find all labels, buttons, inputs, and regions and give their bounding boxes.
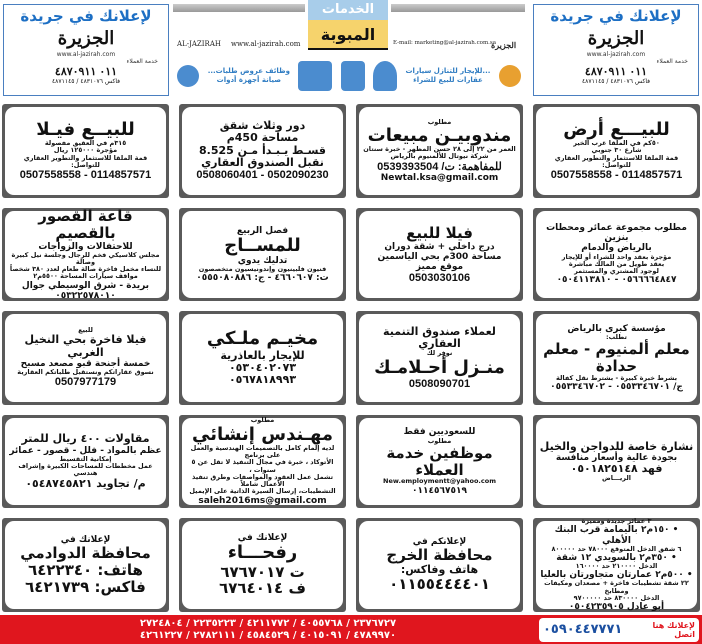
header — [0, 0, 702, 100]
ad-content — [536, 517, 697, 613]
ad-text-line: شركة نيوتال للألمنيوم بالرياض — [390, 152, 489, 161]
ad-text-line: بالرياض والدمام — [581, 243, 652, 254]
ad-content — [536, 314, 697, 402]
ad-text-line: لوجود المشتري والمستثمر — [574, 267, 659, 276]
ad-text-line: للمســاج — [224, 234, 301, 256]
service-label-line: عقارات للبيع للشراء — [413, 76, 483, 84]
ad-text-line: ٠٥٣٠٤٠٢٠٧٣ — [228, 360, 297, 374]
classified-ad[interactable] — [179, 311, 346, 405]
ad-text-line: شارع ٣٠ جنوبي — [591, 146, 642, 155]
ad-content — [536, 418, 697, 506]
promo-box-left[interactable] — [3, 4, 169, 96]
ad-text-line: تطلب: — [606, 332, 627, 341]
ad-text-line: نشارة خاصة للدواجن والخيل — [539, 439, 694, 453]
ad-text-line: عمل مخططات للمساحات الكبيرة وإشراف هندسي — [18, 462, 153, 478]
ad-text-line: 0114857571 - 0507558558 — [550, 169, 683, 182]
footer-contact-bar — [0, 615, 702, 644]
ad-text-line: New.employmentt@yahoo.com — [383, 477, 496, 486]
ad-text-line: مؤجرة بعقد واحد للشراء أو للإيجار — [561, 252, 672, 261]
classified-ad[interactable] — [179, 104, 346, 198]
ad-text-line: بريدة - شرق الوسيطي جوال ٠٥٣٢٢٥٧٨٠١٠ — [21, 280, 150, 301]
ad-text-line: نسوق عقاراتكم ونستقبل طلباتكم العقارية — [17, 368, 154, 377]
promo-title: لإعلانك في جريدة — [550, 7, 682, 25]
ad-content — [5, 314, 166, 402]
ad-text-line: فيلا للبيع — [406, 223, 473, 242]
divider — [391, 4, 525, 12]
classified-ad[interactable] — [2, 208, 169, 302]
ad-text-line: هاتف وفاكس: — [400, 563, 479, 577]
advertise-label — [652, 621, 695, 639]
classified-ad[interactable] — [533, 415, 700, 509]
ad-text-line: دور وثلاث شقق — [219, 119, 306, 133]
classified-ad[interactable] — [356, 311, 523, 405]
classified-ad[interactable] — [179, 415, 346, 509]
ad-text-line: ٥٠كم في الملقا غرب الخير — [573, 139, 660, 148]
ad-text-line: ٢٢ شقة تشطيبات فاخرة + مصعدان ومكيفات ومطابخ — [544, 579, 689, 595]
service-label — [406, 67, 491, 85]
classified-ad[interactable] — [533, 311, 700, 405]
ad-text-line: للنساء مخمل فاخرة صالة طعام لعدد ٣٨٠ شخصاً — [9, 265, 162, 274]
ad-text-line: للمفاهمة: ت/ 0539393504 — [377, 160, 502, 173]
promo-title: لإعلانك في جريدة — [20, 7, 152, 25]
ad-text-line: نقبل الصندوق العقاري — [201, 155, 324, 169]
ad-text-line: للتواصل: — [602, 160, 631, 169]
ad-text-line: رفحـــاء — [227, 542, 298, 564]
brand-ar: الجزيرة — [491, 40, 517, 50]
classified-ad[interactable] — [356, 104, 523, 198]
ad-text-line: بعقد طويل من المالك مباشرة — [568, 259, 665, 268]
car-garage-icon — [298, 61, 332, 91]
ad-text-line: للبيع — [78, 326, 93, 335]
ad-text-line: ٣١٥م في العقيق مفصولة — [44, 139, 127, 148]
ad-text-line: التشطيبات، إرسال السيرة الذاتية على الإيميل — [189, 487, 336, 496]
ad-text-line: درج داخلي + شقة دوران — [384, 241, 495, 252]
promo-url: www.al-jazirah.com — [56, 51, 116, 58]
ad-text-line: فاكس: ٦٤٢١٧٣٩ — [25, 577, 146, 596]
classified-ad[interactable] — [2, 104, 169, 198]
customer-service-label: خدمة العملاء — [656, 58, 688, 65]
ad-text-line: هاتف: ٦٤٢٢٣٤٠ — [28, 560, 143, 579]
ad-content — [5, 521, 166, 609]
ad-content — [359, 314, 520, 402]
ad-text-line: مطلوب — [427, 117, 452, 126]
ad-text-line: ج/ ٠٥٥٣٣٤٦٧٠١ - ٠٥٥٣٣٤٦٧٠٢ — [550, 382, 683, 393]
classified-ad[interactable] — [2, 518, 169, 612]
ad-text-line: لإعلانكم في — [412, 537, 467, 548]
ad-text-line: للبيــع فيـلا — [36, 119, 135, 141]
service-label-line: وظائف عروض طلبات... — [207, 67, 290, 75]
ad-content — [5, 418, 166, 506]
ad-text-line: محافظة الدوادمي — [20, 544, 151, 563]
ad-text-line: فهد ٠٥٠١٨٢٥١٤٨ — [570, 462, 663, 475]
ad-text-line: لإعلانك في — [237, 533, 288, 544]
classified-ad[interactable] — [356, 518, 523, 612]
ad-text-line: ٠١١٥٥٤٤٤٤٠١ — [389, 575, 490, 594]
classified-ads-grid — [2, 104, 700, 612]
ad-text-line: Newtal.ksa@gmail.com — [380, 172, 499, 183]
promo-fax: فاكس ٤٨٣١٠٧٦ / ٤٨٧١١٤٥ — [51, 78, 121, 85]
ad-text-line: 0508090701 — [408, 377, 471, 390]
ad-text-line: مواقف سيارات المساحة ٥٥٠٠م٢ — [33, 272, 138, 281]
ad-text-line: بشرط خبرة كبيرة - بشترط نقل كفالة — [556, 373, 678, 382]
people-icon — [341, 61, 365, 91]
brand-en: AL-JAZIRAH — [177, 40, 221, 48]
advertise-label-line: لإعلانك هنا — [652, 620, 695, 630]
ad-text-line: العمر من ٢٢ إلى ٢٨ حسن المظهر - خبرة سنتان — [363, 145, 516, 154]
ad-text-line: 0114857571 - 0507558558 — [19, 169, 152, 182]
ad-text-line: ٠٥٦٧٨١٨٩٩٣ — [228, 373, 297, 387]
ad-text-line: عظم بالمواد - فلل - قصور - عمائر — [9, 445, 162, 456]
ad-content — [359, 418, 520, 506]
ad-text-line: 0502090230 - 0508060401 — [196, 169, 329, 182]
map-icon — [499, 65, 521, 87]
classified-ad[interactable] — [179, 208, 346, 302]
service-label — [208, 67, 290, 85]
ad-text-line: • ١٥٠م٢ باليمامة قرب البنك الأهلي — [554, 525, 679, 546]
ad-text-line: الأتوكاد ، خبرة في مجال التنفيذ لا تقل عن ٥ سنوات ، — [191, 458, 334, 474]
promo-fax: فاكس ٤٨٣١٠٧٦ / ٤٨٧١١٤٥ — [581, 78, 651, 85]
classified-ad[interactable] — [2, 311, 169, 405]
ad-text-line: لديه إلمام كامل بالتصميمات الهندسية والعمل على برنامج — [190, 443, 335, 460]
service-label-line: صيانة أجهزة أدوات — [216, 76, 281, 84]
ad-content — [5, 107, 166, 195]
ad-text-line: مساحة 300م بحي الياسمين — [377, 251, 502, 262]
ad-text-line: مهـندس إنشائي — [192, 423, 334, 445]
newspaper-logo: الجزيرة — [57, 28, 115, 49]
ad-text-line: إمكانية التقسيط — [59, 454, 112, 463]
ad-content — [359, 107, 520, 195]
ad-text-line: ٣ عمائر جديدة ومميزة — [581, 517, 652, 526]
classified-ad[interactable] — [2, 415, 169, 509]
ad-text-line: لإعلانك في — [60, 534, 111, 545]
ad-text-line: 0503030106 — [408, 271, 471, 284]
ad-text-line: ٠٥٦٦٦٦٤٨٤٧ - ٠٥٠٤١١٣٨١٠ — [556, 275, 677, 286]
ad-content — [536, 211, 697, 299]
divider — [173, 4, 305, 12]
advertise-phone: ٠٥٩٠٤٤٧٧٧١ — [543, 622, 623, 637]
classified-ad[interactable] — [179, 518, 346, 612]
ad-text-line: للسعوديين فقط — [403, 427, 476, 438]
classified-ad[interactable] — [533, 518, 700, 612]
classified-ad[interactable] — [533, 208, 700, 302]
ad-text-line: • ٥٠٠م٢ عمارتان متجاورتان بالعليا — [540, 570, 693, 581]
ad-text-line: مؤجرة ١٢٥٠٠٠ ريال — [53, 146, 118, 155]
ad-text-line: للاحتفالات والزواجات — [38, 241, 133, 252]
ad-text-line: منـزل أحـلامـك — [374, 356, 505, 378]
email-link[interactable]: E-mail: marketing@al-jazirah.com.sa — [393, 40, 497, 46]
ad-text-line: مطلوب — [250, 416, 275, 425]
ad-content — [182, 314, 343, 402]
ad-text-line: • ٣٥٠م٢ بالسويدي ١٢ شقة — [556, 552, 677, 563]
ad-content — [359, 211, 520, 299]
ad-text-line: تشمل عمل العقود والمواصفات وطرق تنفيذ الأعمال شاملاً — [191, 472, 334, 489]
ad-text-line: للتواصل: — [71, 160, 100, 169]
advertise-here-box[interactable] — [539, 618, 699, 642]
ad-content — [182, 107, 343, 195]
ad-text-line: أبو عادل ٠٥٠٤٢٣٥٩٠٥ — [568, 602, 665, 613]
classifieds-masthead — [173, 0, 525, 100]
ad-text-line: للإيجار بالعاذرية — [220, 348, 305, 362]
section-title-bottom: المبوبة — [308, 20, 388, 50]
ad-text-line: ٠١١٤٥٦٧٥١٩ — [412, 485, 467, 496]
ad-text-line: لعملاء صندوق التنمية العقاري — [383, 324, 496, 351]
tree-icon — [373, 61, 397, 91]
ad-text-line: قمة الملقا للاستثمار والتطوير العقاري — [554, 153, 679, 162]
advertise-label-line: اتصل — [674, 629, 695, 639]
website-link[interactable]: www.al-jazirah.com — [231, 40, 301, 48]
ad-text-line: مؤسسة كبرى بالرياض — [567, 323, 666, 334]
ad-text-line: مقاولات ٤٠٠ ريال للمتر — [21, 432, 150, 446]
ad-text-line: 0507977179 — [54, 376, 117, 389]
ad-text-line: خمسة أجنحة قبو مصعد مسبح — [20, 359, 151, 370]
ad-text-line: فنيون فلبينيون وإندونيسيون متخصصون — [198, 264, 327, 273]
footer-phone-numbers — [0, 618, 536, 642]
ad-text-line: م/ تجاويد ٠٥٤٨٧٤٥٨٢١ — [25, 476, 146, 490]
ad-text-line: ٦ شقق الدخل المتوقع ٧٨٠٠٠ حد ٨٠٠٠٠٠ — [551, 544, 682, 553]
service-icons — [173, 56, 525, 96]
ad-text-line: قسـط يـبـدأ مـن 8.525 — [199, 143, 326, 157]
service-label-line: ...للإيجار للتنازل سيارات — [405, 67, 491, 75]
ad-text-line: فصل الربيع — [236, 225, 289, 236]
ad-text-line: ت ٦٧٦٧٠١٧ — [220, 562, 305, 581]
phone-numbers-line: ٤٧٨٩٩٧٠ / ٤٠١٥٠٩١ / ٤٥٨٤٥٢٩ / ٢٧٨٢١١١ / ٤٢٦١٢٢٧ — [139, 629, 397, 641]
ad-content — [182, 521, 343, 609]
ad-text-line: مندوبيـن مبيعات — [367, 124, 512, 146]
ad-text-line: قاعة القصور بالقصيم — [38, 206, 133, 242]
section-title — [308, 0, 388, 50]
ad-content — [182, 211, 343, 299]
phone-numbers-line: ٢٣٧٦٧٢٧ / ٤٠٥٥٧٦٨ / ٤٢١١٧٧٢ / ٢٢٣٥٢٢٣ / ٢٧٢٤٨٠٤ — [139, 617, 397, 629]
ad-text-line: تدليك يدوي — [237, 255, 288, 266]
customer-service-label: خدمة العملاء — [126, 58, 158, 65]
ad-text-line: موقع مميز — [415, 261, 464, 272]
ad-text-line: saleh2016ms@gmail.com — [198, 495, 327, 506]
ad-text-line: موظفين خدمة العملاء — [386, 443, 493, 479]
ad-text-line: نوفر لك — [426, 349, 453, 358]
ad-text-line: محافظة الخرج — [386, 546, 493, 565]
promo-phone: ٠١١ ٤٨٧٠٩١١ — [54, 66, 118, 78]
ad-text-line: مساحة 450م — [226, 131, 299, 145]
ad-text-line: بجودة عالية وأسعار منافسة — [555, 452, 678, 463]
ad-content — [5, 206, 166, 301]
ad-text-line: مطلوب — [427, 436, 452, 445]
ad-text-line: ت: ٤٦٦٠٦٠٧ - ج: ٠٥٥٥٠٨٠٨٨٦ — [196, 273, 329, 284]
classified-ad[interactable] — [356, 415, 523, 509]
ad-content — [182, 418, 343, 506]
promo-box-right[interactable] — [533, 4, 699, 96]
promo-phone: ٠١١ ٤٨٧٠٩١١ — [584, 66, 648, 78]
ad-text-line: الدخل ٨٣٠٠٠٠ حد ٩٧٠٠٠٠٠ — [573, 593, 660, 602]
promo-url: www.al-jazirah.com — [586, 51, 646, 58]
ad-text-line: مطلوب مجموعة عمائر ومحطات بنزين — [546, 223, 687, 244]
ad-text-line: الدخل ٢١٠٠٠٠ حد ١٦٠٠٠٠ — [575, 561, 658, 570]
ad-text-line: مجلس كلاسيكي فخم للرجال وجلسة نيل كبيرة وصالة — [11, 250, 160, 266]
classified-ad[interactable] — [356, 208, 523, 302]
ad-text-line: معلم ألمنيوم - معلم حدادة — [543, 340, 690, 375]
ad-text-line: مخيـم ملـكي — [206, 328, 319, 350]
ad-content — [536, 107, 697, 195]
ad-text-line: للبيـــع أرض — [563, 119, 670, 141]
phone-dial-icon — [177, 65, 199, 87]
ad-text-line: قمة الملقا للاستثمار والتطوير العقاري — [23, 153, 148, 162]
ad-text-line: ف ٦٧٦٤٠١٤ — [219, 579, 306, 598]
newspaper-logo: الجزيرة — [587, 28, 645, 49]
classified-ad[interactable] — [533, 104, 700, 198]
section-title-top: الخدمات — [308, 0, 388, 20]
ad-text-line: الريـــاض — [602, 474, 632, 483]
ad-content — [359, 521, 520, 609]
ad-text-line: فيلا فاخرة بحي النخيل الغربي — [24, 333, 147, 359]
